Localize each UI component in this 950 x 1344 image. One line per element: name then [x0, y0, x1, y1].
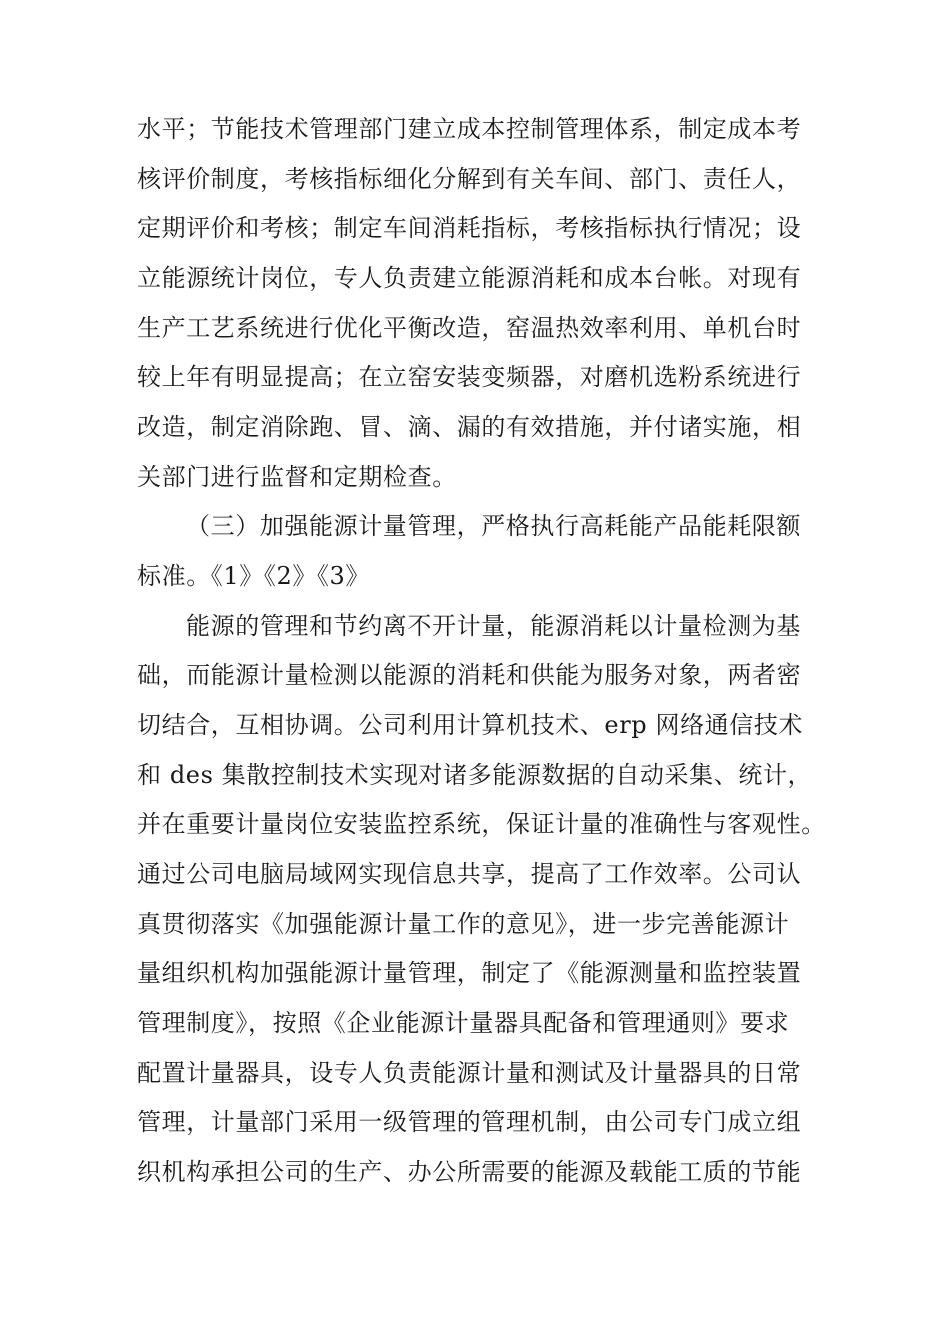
text-line: 真贯彻落实《加强能源计量工作的意见》，进一步完善能源计 — [137, 910, 790, 938]
text-line: 水平；节能技术管理部门建立成本控制管理体系，制定成本考 — [137, 115, 802, 143]
text-line: 并在重要计量岗位安装监控系统，保证计量的准确性与客观性。 — [137, 810, 826, 838]
text-line: 关部门进行监督和定期检查。 — [137, 463, 457, 491]
paragraph-first-line: 能源的管理和节约离不开计量，能源消耗以计量检测为基 — [186, 612, 801, 640]
text-line: 管理制度》，按照《企业能源计量器具配备和管理通则》要求 — [137, 1009, 790, 1037]
text-line: 定期评价和考核；制定车间消耗指标，考核指标执行情况；设 — [137, 214, 802, 242]
text-line: 核评价制度，考核指标细化分解到有关车间、部门、责任人， — [137, 165, 802, 193]
text-line: 和 des 集散控制技术实现对诸多能源数据的自动采集、统计， — [137, 761, 813, 789]
text-line: 量组织机构加强能源计量管理，制定了《能源测量和监控装置 — [137, 959, 802, 987]
text-line: 础，而能源计量检测以能源的消耗和供能为服务对象，两者密 — [137, 661, 802, 689]
text-line: 改造，制定消除跑、冒、滴、漏的有效措施，并付诸实施，相 — [137, 413, 802, 441]
section-heading: （三）加强能源计量管理，严格执行高耗能产品能耗限额 — [186, 512, 801, 540]
text-line: 配置计量器具，设专人负责能源计量和测试及计量器具的日常 — [137, 1059, 802, 1087]
text-line: 生产工艺系统进行优化平衡改造，窑温热效率利用、单机台时 — [137, 314, 802, 342]
section-heading-continued: 标准。《1》《2》《3》 — [137, 562, 371, 590]
text-line: 立能源统计岗位，专人负责建立能源消耗和成本台帐。对现有 — [137, 264, 802, 292]
text-line: 管理，计量部门采用一级管理的管理机制，由公司专门成立组 — [137, 1108, 802, 1136]
text-line: 通过公司电脑局域网实现信息共享，提高了工作效率。公司认 — [137, 860, 802, 888]
text-line: 较上年有明显提高；在立窑安装变频器，对磨机选粉系统进行 — [137, 363, 802, 391]
text-line: 织机构承担公司的生产、办公所需要的能源及载能工质的节能 — [137, 1158, 802, 1186]
text-line: 切结合，互相协调。公司利用计算机技术、erp 网络通信技术 — [137, 711, 804, 739]
